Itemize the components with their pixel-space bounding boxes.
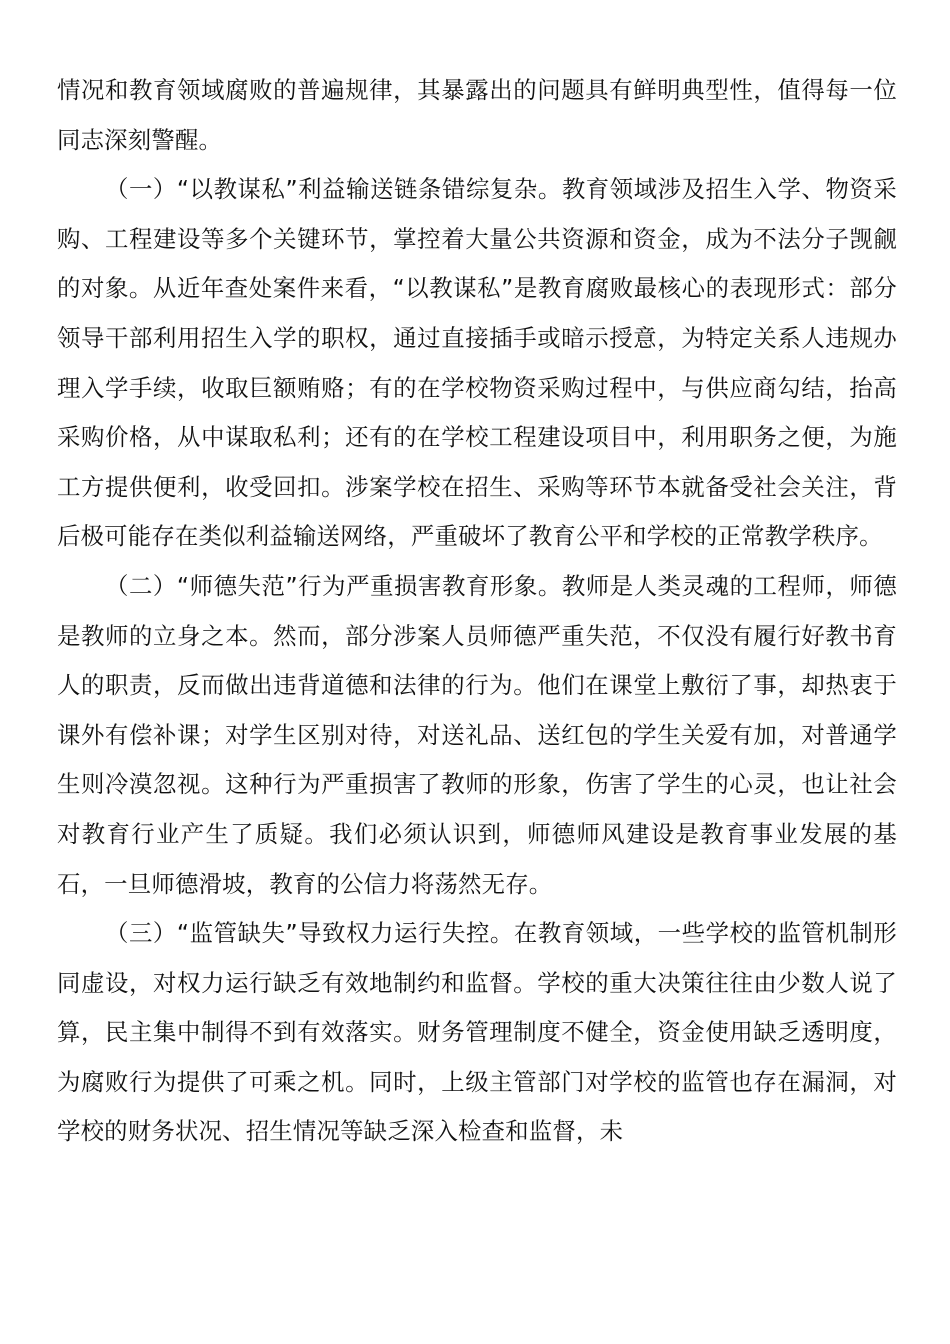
- paragraph-section-1: （一）“以教谋私”利益输送链条错综复杂。教育领域涉及招生入学、物资采购、工程建设等多个关键环节，掌控着大量公共资源和资金，成为不法分子觊觎的对象。从近年查处案件来看，“以教谋私”是教育腐败最核心的表现形式：部分领导干部利用招生入学的职权，通过直接插手或暗示授意，为特定关系人违规办理入学手续，收取巨额贿赂；有的在学校物资采购过程中，与供应商勾结，抬高采购价格，从中谋取私利；还有的在学校工程建设项目中，利用职务之便，为施工方提供便利，收受回扣。涉案学校在招生、采购等环节本就备受社会关注，背后极可能存在类似利益输送网络，严重破坏了教育公平和学校的正常教学秩序。: [57, 175, 897, 551]
- paragraph-intro-continuation: 情况和教育领域腐败的普遍规律，其暴露出的问题具有鲜明典型性，值得每一位同志深刻警醒。: [57, 76, 897, 154]
- paragraph-section-3: （三）“监管缺失”导致权力运行失控。在教育领域，一些学校的监管机制形同虚设，对权力运行缺乏有效地制约和监督。学校的重大决策往往由少数人说了算，民主集中制得不到有效落实。财务管理制度不健全，资金使用缺乏透明度，为腐败行为提供了可乘之机。同时，上级主管部门对学校的监管也存在漏洞，对学校的财务状况、招生情况等缺乏深入检查和监督，未: [57, 919, 897, 1146]
- paragraph-section-2: （二）“师德失范”行为严重损害教育形象。教师是人类灵魂的工程师，师德是教师的立身之本。然而，部分涉案人员师德严重失范，不仅没有履行好教书育人的职责，反而做出违背道德和法律的行为。他们在课堂上敷衍了事，却热衷于课外有偿补课；对学生区别对待，对送礼品、送红包的学生关爱有加，对普通学生则冷漠忽视。这种行为严重损害了教师的形象，伤害了学生的心灵，也让社会对教育行业产生了质疑。我们必须认识到，师德师风建设是教育事业发展的基石，一旦师德滑坡，教育的公信力将荡然无存。: [57, 571, 897, 898]
- document-page: [57, 66, 897, 1157]
